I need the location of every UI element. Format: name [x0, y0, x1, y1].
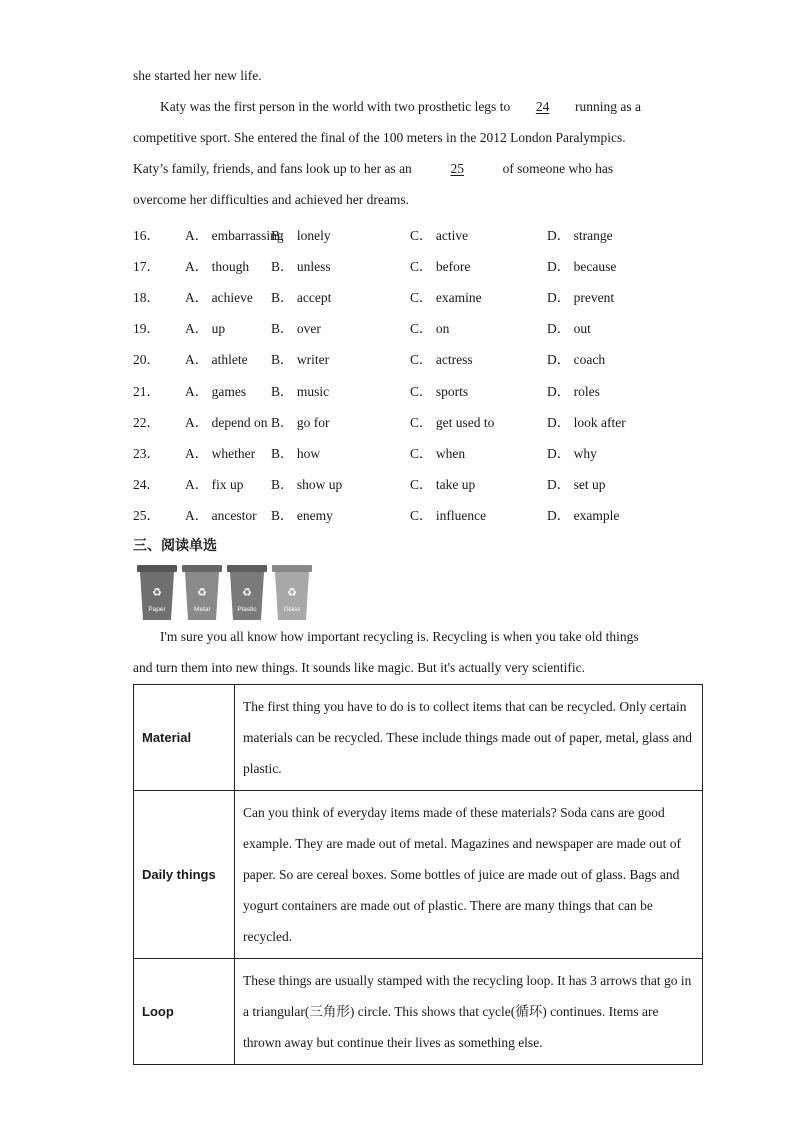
option-d: D． why [547, 445, 597, 461]
question-number: 22． [133, 414, 160, 430]
bin-label: Metal [194, 606, 210, 613]
question-number: 20． [133, 352, 160, 368]
question-row [133, 255, 653, 273]
question-row [133, 224, 653, 242]
passage-line-2-pre: Katy was the first person in the world with two prosthetic legs to [160, 99, 514, 114]
option-b: B． writer [271, 352, 330, 368]
option-c: C． active [410, 228, 469, 243]
metal-bin-icon [182, 565, 222, 620]
option-a: A． games [185, 383, 247, 399]
question-row [133, 411, 653, 429]
question-row [133, 473, 653, 491]
option-b: B． lonely [271, 228, 331, 243]
option-d: D． example [547, 507, 620, 523]
bin-label: Plastic [237, 606, 257, 613]
option-a: A． athlete [185, 352, 248, 368]
row-content: Can you think of everyday items made of these materials? Soda cans are good example. They are made out of metal. Magazines and newspaper are made out of paper. So are cereal boxes. Some bottles of juice are made out of glass. Bags and yogurt containers are made out of plastic. There are many things that can be recycled. [235, 791, 703, 959]
option-b: B． unless [271, 259, 331, 275]
bin-label: Glass [283, 606, 301, 613]
option-b: B． music [271, 383, 330, 399]
question-row [133, 442, 653, 460]
option-b: B． show up [271, 476, 343, 492]
row-content: The first thing you have to do is to collect items that can be recycled. Only certain materials can be recycled. These include things made out of paper, metal, glass and plastic. [235, 685, 703, 791]
option-d: D． prevent [547, 290, 615, 306]
question-number: 16． [133, 228, 160, 243]
question-number: 24． [133, 476, 160, 492]
option-c: C． when [410, 445, 466, 461]
question-row [133, 317, 653, 335]
option-c: C． examine [410, 290, 482, 306]
table-row [134, 959, 703, 1065]
passage-line-4 [133, 161, 613, 177]
option-a: A． depend on [185, 414, 268, 430]
option-d: D． coach [547, 352, 606, 368]
question-row [133, 348, 653, 366]
passage-line-2-post: running as a [571, 99, 641, 114]
svg-text:♻: ♻ [197, 586, 207, 599]
option-b: B． accept [271, 290, 332, 306]
question-row [133, 504, 653, 522]
row-heading: Loop [134, 959, 235, 1065]
recycling-info-table [133, 684, 703, 1065]
option-b: B． over [271, 321, 321, 337]
question-number: 17． [133, 259, 160, 275]
plastic-bin-icon [227, 565, 267, 620]
option-d: D． roles [547, 383, 600, 399]
question-row [133, 286, 653, 304]
option-a: A． though [185, 259, 250, 275]
question-row [133, 380, 653, 398]
option-b: B． how [271, 445, 321, 461]
option-a: A． embarrassing [185, 228, 284, 243]
option-c: C． sports [410, 383, 469, 399]
option-c: C． influence [410, 507, 487, 523]
blank-25: 25 [450, 161, 464, 176]
blank-24: 24 [535, 99, 550, 114]
passage-line-4-pre: Katy’s family, friends, and fans look up to her as an [133, 161, 416, 176]
svg-text:♻: ♻ [242, 586, 252, 599]
option-c: C． before [410, 259, 471, 275]
option-c: C． actress [410, 352, 473, 368]
passage-line-3: competitive sport. She entered the final of the 100 meters in the 2012 London Paralympics. [133, 130, 626, 145]
passage-line-2 [160, 99, 641, 115]
question-number: 18． [133, 290, 160, 306]
option-a: A． up [185, 321, 226, 337]
intro-line-2: and turn them into new things. It sounds like magic. But it's actually very scientific. [133, 660, 585, 675]
section-title: 三、阅读单选 [133, 538, 217, 554]
row-heading: Daily things [134, 791, 235, 959]
table-row [134, 685, 703, 791]
row-content: These things are usually stamped with the recycling loop. It has 3 arrows that go in a triangular(三角形) circle. This shows that cycle(循环) continues. Items are thrown away but continue their lives as something else. [235, 959, 703, 1065]
option-d: D． strange [547, 228, 613, 243]
question-number: 21． [133, 383, 160, 399]
passage-line-5: overcome her difficulties and achieved her dreams. [133, 192, 410, 207]
option-a: A． achieve [185, 290, 253, 306]
option-b: B． go for [271, 414, 330, 430]
svg-text:♻: ♻ [287, 586, 297, 599]
option-d: D． because [547, 259, 617, 275]
paper-bin-icon [137, 565, 177, 620]
option-a: A． ancestor [185, 507, 257, 523]
option-b: B． enemy [271, 507, 333, 523]
option-c: C． take up [410, 476, 476, 492]
passage-line-4-post: of someone who has [499, 161, 614, 176]
question-number: 19． [133, 321, 160, 337]
table-row [134, 791, 703, 959]
passage-line-1: she started her new life. [133, 68, 262, 83]
question-number: 23． [133, 445, 160, 461]
option-c: C． on [410, 321, 450, 337]
intro-line-1: I'm sure you all know how important recycling is. Recycling is when you take old things [160, 629, 639, 644]
bin-label: Paper [148, 606, 166, 613]
option-a: A． fix up [185, 476, 244, 492]
svg-text:♻: ♻ [152, 586, 162, 599]
option-d: D． out [547, 321, 591, 337]
option-c: C． get used to [410, 414, 495, 430]
option-d: D． look after [547, 414, 626, 430]
glass-bin-icon [272, 565, 312, 620]
question-number: 25． [133, 507, 160, 523]
recycling-bins-image [136, 563, 316, 623]
option-d: D． set up [547, 476, 606, 492]
row-heading: Material [134, 685, 235, 791]
option-a: A． whether [185, 445, 256, 461]
